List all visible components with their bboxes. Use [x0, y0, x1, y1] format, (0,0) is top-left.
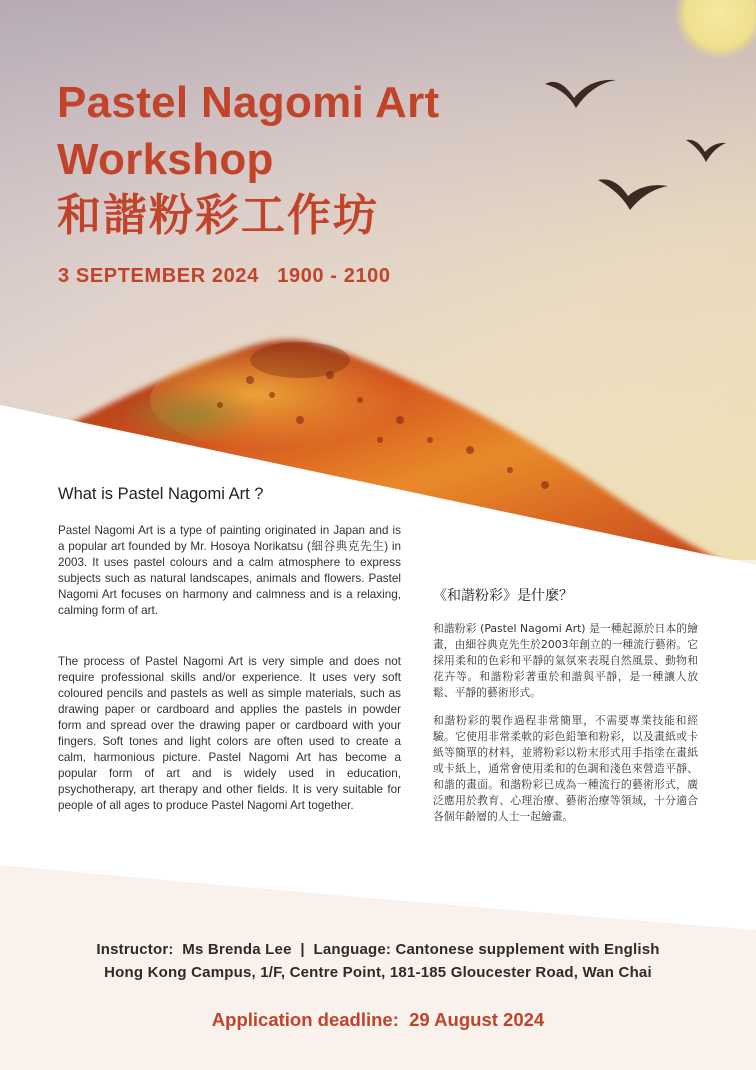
- english-paragraph-1: Pastel Nagomi Art is a type of painting originated in Japan and is a popular art founded by Mr. Hosoya Norikatsu (細谷典克先生) in 2003. It uses pastel colours and a calm atmosphere to express subjects such as natural landscapes, animals and flowers. Pastel Nagomi Art focuses on harmony and calmness and is a relaxing, calming form of art.: [58, 524, 401, 617]
- title-line-1: Pastel Nagomi Art: [57, 78, 440, 127]
- workshop-title: [57, 74, 577, 188]
- english-paragraph-2: The process of Pastel Nagomi Art is very simple and does not require professional skills and/or experience. It uses very soft coloured pencils and pastels as well as simple materials, such as drawing paper or cardboard and applies the pastels in powder form and spread over the drawing paper or cardboard with your fingers. Soft tones and light colors are often used to create a calm, harmonious picture. Pastel Nagomi Art has become a popular form of art and is widely used in education, psychotherapy, art therapy and other fields. It is very suitable for people of all ages to produce Pastel Nagomi Art together.: [58, 655, 401, 812]
- title-line-2: Workshop: [57, 135, 274, 184]
- application-deadline: Application deadline: 29 August 2024: [211, 1009, 545, 1030]
- english-heading: What is Pastel Nagomi Art ?: [58, 485, 264, 503]
- instructor-language-line: Instructor: Ms Brenda Lee | Language: Cantonese supplement with English: [96, 941, 660, 958]
- chinese-paragraph-2: 和諧粉彩的製作過程非常簡單，不需要專業技能和經驗。它使用非常柔軟的彩色鉛筆和粉彩，以及畫紙或卡紙等簡單的材料，並將粉彩以粉末形式用手指塗在畫紙或卡紙上，通常會使用柔和的色調和淺色來營造平靜、和諧的畫面。和諧粉彩已成為一種流行的藝術形式，廣泛應用於教育、心理治療、藝術治療等領域，十分適合各個年齡層的人士一起繪畫。: [433, 714, 698, 823]
- chinese-heading: 《和諧粉彩》是什麼？: [433, 588, 573, 604]
- workshop-title-chinese: 和諧粉彩工作坊: [57, 190, 379, 241]
- event-date-time: 3 SEPTEMBER 2024 1900 - 2100: [58, 265, 391, 287]
- venue-address: Hong Kong Campus, 1/F, Centre Point, 181-185 Gloucester Road, Wan Chai: [104, 964, 652, 981]
- chinese-paragraph-1: 和諧粉彩 (Pastel Nagomi Art) 是一種起源於日本的繪畫，由細谷典克先生於2003年創立的一種流行藝術。它採用柔和的色彩和平靜的氣氛來表現自然風景、動物和花卉等。和諧粉彩著重於和諧與平靜，是一種讓人放鬆、平靜的藝術形式。: [433, 622, 699, 699]
